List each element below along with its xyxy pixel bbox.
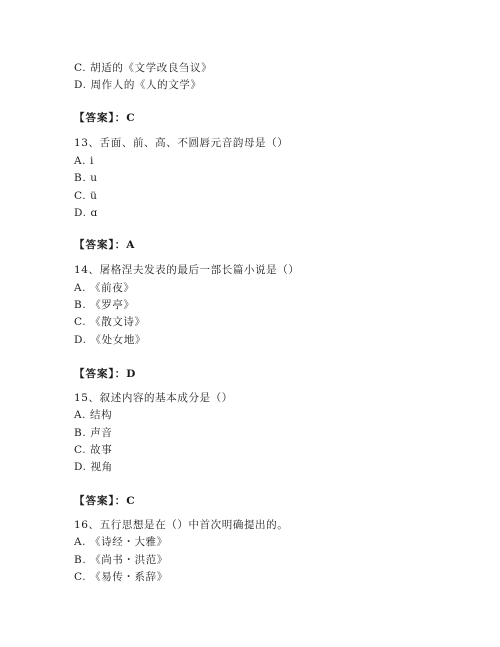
- option-b-q14: B. 《罗亭》: [74, 299, 135, 311]
- option-c-q16: C. 《易传・系辞》: [74, 571, 168, 583]
- question-13: 13、舌面、前、高、不圆唇元音韵母是（）: [74, 137, 289, 149]
- option-c-q13: C. ü: [74, 190, 98, 202]
- option-d-q15: D. 视角: [74, 461, 113, 473]
- option-d-q14: D. 《处女地》: [74, 334, 147, 346]
- option-c-q12: C. 胡适的《文学改良刍议》: [74, 62, 213, 74]
- option-a-q15: A. 结构: [74, 409, 113, 421]
- option-a-q16: A. 《诗经・大雅》: [74, 536, 168, 548]
- option-b-q15: B. 声音: [74, 427, 113, 439]
- answer-q13: 【答案】：A: [74, 239, 136, 251]
- option-d-q12: D. 周作人的《人的文学》: [74, 79, 202, 91]
- option-b-q16: B. 《尚书・洪范》: [74, 554, 168, 566]
- option-c-q15: C. 故事: [74, 444, 113, 456]
- question-14: 14、屠格涅夫发表的最后一部长篇小说是（）: [74, 264, 300, 276]
- option-b-q13: B. u: [74, 172, 98, 184]
- question-15: 15、叙述内容的基本成分是（）: [74, 392, 233, 404]
- option-a-q14: A. 《前夜》: [74, 282, 135, 294]
- answer-q12: 【答案】：C: [74, 112, 136, 124]
- question-16: 16、五行思想是在（）中首次明确提出的。: [74, 519, 289, 531]
- answer-q14: 【答案】：D: [74, 368, 137, 380]
- answer-q15: 【答案】：C: [74, 495, 136, 507]
- option-a-q13: A. i: [74, 155, 95, 167]
- option-c-q14: C. 《散文诗》: [74, 316, 146, 328]
- option-d-q13: D. ɑ: [74, 207, 98, 219]
